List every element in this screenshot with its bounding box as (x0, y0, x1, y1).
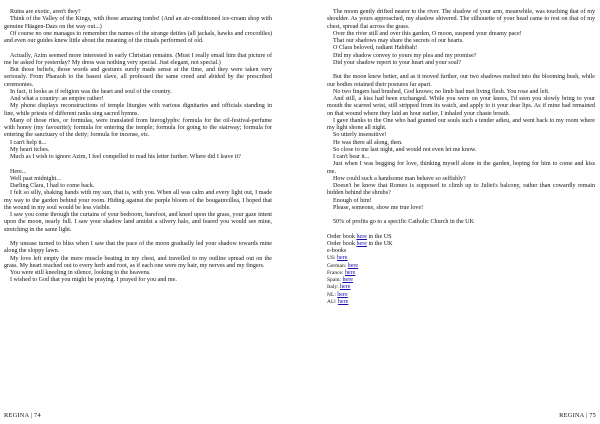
right-page-text (327, 9, 595, 227)
ebook-here-link[interactable]: here (344, 269, 356, 276)
ebook-here-link[interactable]: here (342, 277, 353, 283)
right-paragraph: So close to me last night, and would not even let me know. (333, 146, 477, 153)
right-paragraph: 50% of profits go to a specific Catholic Church in the UK (333, 219, 474, 226)
right-paragraph: He was there all along, then. (333, 139, 403, 146)
left-paragraph: Darling Clara, I had to come back. (10, 183, 95, 189)
left-paragraph: I felt so silly, shaking hands with my sun, that is, with you. When all was calm and every light out, I made my way to the garden behind your room. Hiding against the purple bloom of the bougainvillea, I hoped that the wound in my soul would be less visible. (4, 190, 272, 211)
right-paragraph: Doesn't he know that Romeo is supposed to climb up to Juliet's balcony, rather than cowardly remain hidden behind the shrubs? (327, 183, 595, 197)
ebook-store-label: NL: (327, 291, 338, 298)
order-link-prefix: Order book (327, 240, 357, 247)
left-paragraph: Actually, Azim seemed more interested in early Christian remains. (Must I really email him that picture of me he asked for yesterday? My dress was nothing very special. Just elegant, not special.) (4, 52, 272, 66)
order-link-suffix: in the US (366, 233, 392, 240)
ebook-store-label: Italy: (327, 284, 340, 291)
right-paragraph: But the moon knew better, and as it moved further, our two shadows melted into the blooming bush, while our bodies retained their postures far apart. (327, 74, 595, 88)
purchase-links (327, 234, 595, 307)
left-paragraph: You were still kneeling in silence, looking to the heavens. (10, 270, 151, 276)
right-paragraph: Over the river still and over this garden, O moon, suspend your dreamy pace! (333, 30, 522, 37)
right-paragraph: Did my shadow convey to yours my plea and my promise? (333, 52, 477, 59)
left-paragraph: Ruins are exotic, aren't they? (10, 9, 81, 15)
left-paragraph: Well past midnight... (10, 175, 61, 182)
ebook-link-row (327, 292, 595, 299)
ebook-store-label: German: (327, 262, 348, 269)
ebook-link-row (327, 255, 595, 262)
right-paragraph: No two fingers had brushed, God knows; no limb had met living flesh. You rose and left. (333, 88, 550, 95)
order-link-suffix: in the UK (366, 240, 393, 247)
left-page-footer: REGINA | 74 (4, 412, 41, 419)
right-page-footer: REGINA | 75 (559, 412, 596, 419)
left-paragraph: I wished to God that you might be praying. I prayed for you and me. (10, 277, 177, 284)
left-paragraph: Think of the Valley of the Kings, with those amazing tombs! (And an air-conditioned ice-cream shop with genuine Häagen-Dazs on the way out...) (4, 16, 272, 30)
order-link-row (327, 234, 595, 241)
ebook-store-label: Spain: (327, 277, 343, 283)
ebook-store-label: US: (327, 255, 337, 262)
ebook-here-link[interactable]: here (337, 298, 349, 305)
ebook-link-row (327, 270, 595, 277)
right-paragraph: And still, a kiss had been exchanged. While you were on your knees, I'd seen you slowly bring to your mouth the scarred wrist, still stripped from its watch, and apply to it your dear lips. As if mine had remained on that wound where they laid an hour earlier, I inhaled your chaste breath. (327, 96, 595, 117)
ebooks-label: e-books (327, 248, 347, 254)
ebook-links (327, 255, 595, 306)
left-paragraph: And what a country: an empire rather! (10, 96, 104, 102)
right-paragraph: How could such a handsome man behave so selfishly? (333, 175, 466, 182)
left-paragraph: Much as I wish to ignore Azim, I feel compelled to read his letter further. Where did I leave it? (10, 154, 241, 160)
right-paragraph: That our shadows may share the secrets of our hearts. (333, 38, 464, 44)
order-book-links (327, 234, 595, 249)
ebook-link-row (327, 284, 595, 291)
ebook-here-link[interactable]: here (337, 291, 348, 298)
order-here-link[interactable]: here (356, 233, 367, 240)
right-paragraph: Enough of him! (333, 197, 372, 204)
left-paragraph: Here... (10, 168, 27, 175)
ebook-here-link[interactable]: here (336, 255, 348, 262)
right-paragraph: Did your shadow report to your heart and your soul? (333, 59, 462, 66)
ebook-store-label: France: (327, 269, 345, 276)
left-paragraph: But those beliefs, those words and gestures surely made sense at the time, and they were taken very seriously. From Pharaoh to the basest slave, all professed the same creed and abided by the prescribed ceremonies. (4, 67, 272, 88)
left-page-text (4, 9, 272, 285)
left-page (4, 9, 272, 285)
left-paragraph: In fact, it looks as if religion was the heart and soul of the country. (10, 88, 172, 95)
ebook-here-link[interactable]: here (339, 284, 351, 291)
right-paragraph: Please, someone, show me true love! (333, 204, 424, 211)
order-link-prefix: Order book (327, 233, 357, 240)
right-paragraph: So utterly insensitive! (333, 132, 387, 139)
left-paragraph: My love left empty the mere muscle beating in my chest, and travelled to my outline spread out on the grass. My heart reached out to every herb and root, as if each one were my hair, my nerves and my fingers. (4, 255, 272, 269)
right-paragraph: I can't bear it... (333, 154, 370, 160)
ebook-here-link[interactable]: here (347, 262, 359, 269)
right-paragraph: O Clara beloved, radiant Habibah! (333, 45, 418, 52)
right-paragraph: The moon gently drifted nearer to the river. The shadow of your arm, meanwhile, was touching that of my shoulder. As yours approached, my shadow shivered. The silhouette of your head came to rest on that of my chest, spread flat across the grass. (327, 9, 595, 30)
right-paragraph: Just when I was begging for love, thinking myself alone in the garden, hoping for him to come and kiss me. (327, 161, 595, 175)
order-link-row (327, 241, 595, 248)
left-paragraph: Of course no one manages to remember the names of the strange deities (all jackals, hawks and crocodiles) and even our guides knew little about the meaning of the rituals performed of old. (4, 30, 272, 44)
left-paragraph: I can't help it... (10, 139, 47, 146)
left-paragraph: Many of those rites, or formulas, were translated from hieroglyphs: formula for the oil-festival-perfume with honey (my favourite); formula for entering the temple; formula for going to the stairway; formula for entering the sanctuary of the deity; formula for incense, etc. (4, 117, 272, 139)
left-paragraph: I saw you come through the curtains of your bedroom, barefoot, and kneel upon the grass, your gaze intent upon the moon, nearly full. I saw your shadow land amidst a silvery halo, and feared you would see mine, stretching in the same light. (4, 212, 272, 233)
ebook-link-row (327, 263, 595, 270)
right-paragraph: I gave thanks to the One who had granted our souls such a tender adieu, and went back to my room where my light shone all night. (327, 117, 595, 131)
ebook-link-row (327, 299, 595, 306)
left-paragraph: My heart itches. (10, 146, 50, 153)
right-page (327, 9, 595, 306)
ebook-link-row (327, 277, 595, 284)
ebook-store-label: AU: (327, 298, 338, 305)
left-paragraph: My unease turned to bliss when I saw that the pace of the moon gradually led your shadow towards mine along the sloppy lawn. (4, 241, 272, 255)
order-here-link[interactable]: here (356, 240, 367, 247)
left-paragraph: My phone displays reconstructions of temple liturgies with various dignitaries and officials standing in line, while priests of different ranks sing sacred hymns. (4, 103, 272, 117)
